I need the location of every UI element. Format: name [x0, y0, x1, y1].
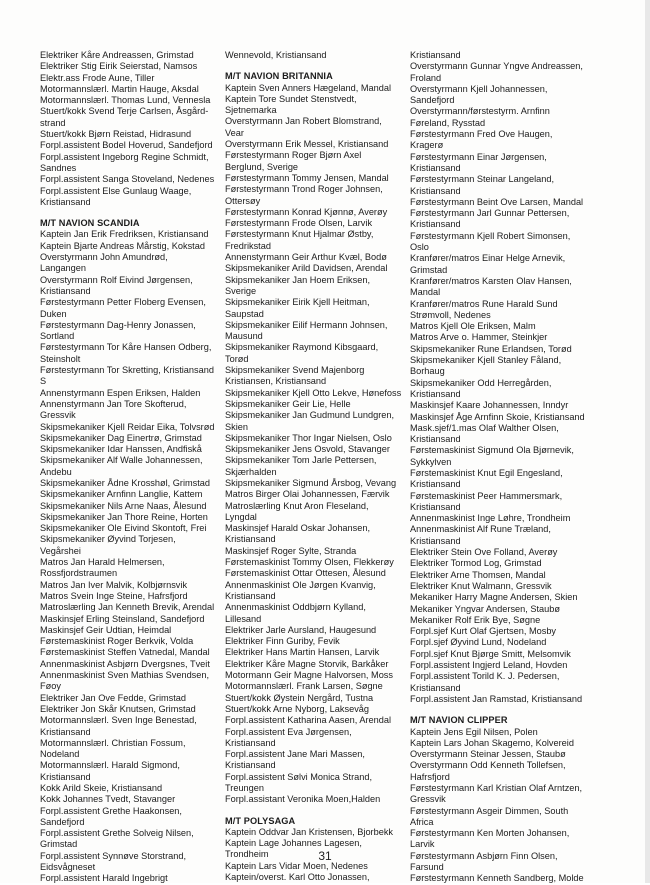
crew-list-line: Sandefjord: [410, 95, 455, 106]
crew-list-line: Sortland: [40, 331, 75, 342]
crew-list-line: Mausund: [225, 331, 263, 342]
crew-list-line: Førstestyrmann Petter Floberg Evensen,: [40, 297, 206, 308]
crew-list-line: Kaptein Lars Johan Skagemo, Kolvereid: [410, 737, 574, 748]
crew-list-line: Maskinsjef Roger Sylte, Stranda: [225, 545, 357, 556]
crew-list-line: Elektriker Tormod Log, Grimstad: [410, 558, 542, 569]
crew-list-line: Annenmaskinist Oddbjørn Kylland,: [225, 602, 366, 613]
crew-list-line: Kristiansand: [225, 760, 276, 771]
crew-list-line: Førstestyrmann Kjell Robert Simonsen,: [410, 230, 571, 241]
crew-list-line: Stuert/kokk Arne Nyborg, Laksevåg: [225, 703, 370, 714]
crew-list-line: Elektriker Arne Thomsen, Mandal: [410, 569, 546, 580]
crew-list-line: Skipsmekaniker Jan Thore Reine, Horten: [40, 511, 208, 522]
crew-list-line: Skipsmekaniker Dag Einertrø, Grimstad: [40, 432, 202, 443]
text-column-2: [225, 50, 410, 883]
crew-list-line: Forpl.sjef Kurt Olaf Gjertsen, Mosby: [410, 626, 557, 637]
crew-list-line: Skipsmekaniker Eilif Hermann Johnsen,: [225, 319, 388, 330]
crew-list-line: Oslo: [410, 242, 429, 253]
crew-list-line: Forpl.sjef Øyvind Lund, Nodeland: [410, 637, 547, 648]
crew-list-line: Mandal: [410, 287, 441, 298]
crew-list-line: Kristiansand: [410, 682, 461, 693]
crew-list-line: Annenmaskinist Inge Løhre, Trondheim: [410, 513, 571, 524]
crew-list-line: Annenstyrmann Jan Tore Skofterud,: [40, 398, 187, 409]
crew-list-line: Skipsmekaniker Rune Erlandsen, Torød: [410, 343, 572, 354]
crew-list-line: Froland: [410, 72, 442, 83]
crew-list-line: Overstyrmann Steinar Jessen, Staubø: [410, 749, 566, 760]
crew-list-line: Overstyrmann/førstestyrm. Arnfinn: [410, 106, 550, 117]
crew-list-line: Kaptein Oddvar Jan Kristensen, Bjorbekk: [225, 826, 394, 837]
crew-list-line: Elektriker Stein Ove Folland, Averøy: [410, 547, 558, 558]
crew-list-line: Vear: [225, 127, 244, 138]
crew-list-line: Førstestyrmann Tommy Jensen, Mandal: [225, 172, 389, 183]
crew-list-line: Førstestyrmann Asgeir Dimmen, South: [410, 805, 569, 816]
crew-list-line: Trondheim: [225, 849, 269, 860]
crew-list-line: Kranfører/matros Karsten Olav Hansen,: [410, 275, 572, 286]
crew-list-line: Overstyrmann Jan Robert Blomstrand,: [225, 116, 382, 127]
crew-list-line: Forpl.assistent Sølvi Monica Strand,: [225, 771, 373, 782]
crew-list-line: Førstestyrmann Dag-Henry Jonassen,: [40, 319, 196, 330]
crew-list-line: Maskinsjef Åge Arnfinn Skoie, Kristiansand: [410, 411, 585, 422]
crew-list-line: Førstestyrmann Knut Hjalmar Østby,: [225, 229, 374, 240]
crew-list-line: Førstestyrmann Fred Ove Haugen,: [410, 129, 553, 140]
crew-list-line: Maskinsjef Kaare Johannessen, Inndyr: [410, 400, 569, 411]
page-number: 31: [318, 849, 332, 863]
crew-list-line: Skipsmekaniker Svend Majenborg: [225, 365, 365, 376]
crew-list-line: Maskinsjef Erling Steinsland, Sandefjord: [40, 613, 205, 624]
crew-list-line: Sandefjord: [40, 816, 85, 827]
crew-list-line: Rossfjordstraumen: [40, 568, 118, 579]
crew-list-line: Andebu: [40, 466, 72, 477]
crew-list-line: Kristiansand: [410, 434, 461, 445]
crew-list-line: Førstestyrmann Tor Skretting, Kristiansand: [40, 365, 214, 376]
crew-list-line: Skipsmekaniker Øyvind Torjesen,: [40, 534, 176, 545]
crew-list-line: Matros Arve o. Hammer, Steinkjer: [410, 332, 548, 343]
crew-list-line: Annenmaskinist Ole Jørgen Kvanvig,: [225, 579, 376, 590]
crew-list-line: Kristiansen, Kristiansand: [225, 376, 327, 387]
crew-list-line: Eidsvågneset: [40, 862, 96, 873]
crew-list-line: Førstestyrmann Karl Kristian Olaf Arntzen,: [410, 783, 583, 793]
ship-section-heading: M/T NAVION SCANDIA: [40, 218, 140, 229]
crew-list-line: Førstestyrmann Kenneth Sandberg, Molde: [410, 873, 584, 884]
crew-list-line: Kaptein Lars Vidar Moen, Nedenes: [225, 860, 368, 871]
crew-list-line: Elektriker Jarle Aursland, Haugesund: [225, 624, 377, 635]
crew-list-line: Førstemaskinist Roger Berkvik, Volda: [40, 636, 194, 647]
crew-list-line: Elektriker Kåre Magne Storvik, Barkåker: [225, 658, 389, 669]
crew-list-line: Maskinsjef Harald Oskar Johansen,: [225, 523, 371, 534]
crew-list-line: Matros Birger Olai Johannessen, Færvik: [225, 489, 390, 500]
crew-list-line: Kristiansand: [410, 50, 461, 60]
crew-list-line: S: [40, 376, 47, 387]
crew-list-line: Kristiansand: [225, 590, 276, 601]
crew-list-line: Skipsmekaniker Geir Lie, Helle: [225, 398, 351, 409]
crew-list-line: Elektriker Finn Guriby, Fevik: [225, 636, 340, 647]
crew-list-line: Motormannslærl. Frank Larsen, Søgne: [225, 681, 383, 692]
crew-list-line: Førstestyrmann Roger Bjørn Axel: [225, 150, 362, 161]
crew-list-line: Langangen: [40, 263, 86, 274]
crew-list-line: Førstestyrmann Jarl Gunnar Pettersen,: [410, 208, 570, 219]
crew-list-line: Kragerø: [410, 140, 444, 151]
crew-list-line: Elektriker Knut Walmann, Gressvik: [410, 580, 552, 591]
crew-list-line: Forpl.assistant Veronika Moen,Halden: [225, 794, 381, 805]
crew-list-line: Sandnes: [40, 162, 77, 173]
crew-list-line: Overstyrmann Erik Messel, Kristiansand: [225, 139, 389, 150]
crew-list-line: Kokk Johannes Tvedt, Stavanger: [40, 794, 176, 805]
crew-list-line: Gressvik: [410, 794, 446, 805]
crew-list-line: Annenmaskinist Asbjørn Dvergsnes, Tveit: [40, 658, 210, 669]
crew-list-line: Elektriker Stig Eirik Seierstad, Namsos: [40, 61, 198, 72]
crew-list-line: strand: [40, 117, 66, 128]
crew-list-line: Annenmaskinist Sven Mathias Svendsen,: [40, 670, 210, 681]
crew-list-line: Motormannslærl. Sven Inge Benestad,: [40, 715, 197, 726]
crew-list-line: Kaptein Tore Sundet Stenstvedt,: [225, 93, 357, 104]
crew-list-line: Overstyrmann Kjell Johannessen,: [410, 83, 548, 94]
crew-list-line: Maskinsjef Geir Udtian, Heimdal: [40, 624, 172, 635]
crew-list-line: Førstemaskinist Ottar Ottesen, Ålesund: [225, 568, 386, 579]
crew-list-line: Forpl.assistent Eva Jørgensen,: [225, 726, 352, 737]
crew-list-line: Stuert/kokk Bjørn Reistad, Hidrasund: [40, 129, 192, 140]
crew-list-line: Kristiansand: [225, 737, 276, 748]
crew-list-line: Skipsmekaniker Sigmund Årsbog, Vevang: [225, 477, 397, 488]
crew-list-line: Forpl.assistent Bodel Hoverud, Sandefjord: [40, 140, 213, 151]
crew-list-line: Kaptein Bjarte Andreas Mårstig, Kokstad: [40, 240, 205, 251]
crew-list-line: Vegårshei: [40, 545, 81, 556]
crew-list-line: Forpl.assistent Torild K. J. Pedersen,: [410, 671, 560, 682]
crew-list-line: Africa: [410, 816, 434, 827]
crew-list-line: Førstestyrmann Steinar Langeland,: [410, 174, 555, 185]
crew-list-line: Gressvik: [40, 410, 76, 421]
crew-list-line: Kaptein Jan Erik Fredriksen, Kristiansand: [40, 229, 209, 240]
crew-list-line: Mask.sjef/1.mas Olaf Walther Olsen,: [410, 422, 559, 433]
crew-list-line: Mekaniker Yngvar Andersen, Staubø: [410, 603, 560, 614]
crew-list-line: Annenstyrmann Geir Arthur Kvæl, Bodø: [225, 252, 387, 263]
crew-list-line: Førstestyrmann Einar Jørgensen,: [410, 151, 547, 162]
crew-list-line: Matros Svein Inge Steine, Hafrsfjord: [40, 590, 188, 601]
crew-list-line: Forpl.assistent Harald Ingebrigt: [40, 873, 168, 884]
crew-list-line: Skipsmekaniker Kjell Reidar Eika, Tolvsrød: [40, 421, 215, 432]
crew-list-line: Kristiansand: [225, 534, 276, 545]
crew-list-line: Skipsmekaniker Odd Herregården,: [410, 377, 552, 388]
crew-list-line: Matroslærling Knut Aron Fleseland,: [225, 500, 369, 511]
crew-list-line: Sverige: [225, 285, 257, 296]
crew-list-line: Skipsmekaniker Ådne Krosshøl, Grimstad: [40, 477, 211, 488]
crew-list-line: Elektriker Hans Martin Hansen, Larvik: [225, 647, 380, 658]
crew-list-line: Forpl.assistent Jane Mari Massen,: [225, 749, 365, 760]
crew-list-line: Skipsmekaniker Nils Arne Naas, Ålesund: [40, 500, 207, 511]
crew-list-line: Føoy: [40, 681, 61, 692]
crew-list-line: Annenmaskinist Alf Rune Træland,: [410, 524, 551, 535]
crew-list-line: Førstemaskinist Steffen Vatnedal, Mandal: [40, 647, 210, 658]
crew-list-line: Skipsmekaniker Jan Gudmund Lundgren,: [225, 410, 395, 421]
page-edge-shadow: [645, 0, 650, 883]
crew-list-line: Skien: [225, 421, 248, 432]
crew-list-line: Treungen: [225, 783, 264, 793]
crew-list-line: Torød: [225, 353, 249, 364]
crew-list-line: Kristiansand: [410, 388, 461, 399]
crew-list-line: Motormannslærl. Thomas Lund, Vennesla: [40, 95, 211, 106]
crew-list-line: Forpl.assistent Grethe Haakonsen,: [40, 805, 182, 816]
crew-list-line: Annenstyrmann Espen Eriksen, Halden: [40, 387, 201, 398]
crew-list-line: Stuert/kokk Øystein Nergård, Tustna: [225, 692, 374, 703]
crew-list-line: Ottersøy: [225, 195, 261, 206]
crew-list-line: Førstemaskinist Peer Hammersmark,: [410, 490, 563, 501]
crew-list-line: Skipsmekaniker Kjell Stanley Fåland,: [410, 355, 562, 366]
crew-list-line: Førstestyrmann Tor Kåre Hansen Odberg,: [40, 342, 212, 353]
crew-list-line: Skipsmekaniker Eirik Kjell Heitman,: [225, 297, 370, 308]
crew-list-line: Fredrikstad: [225, 240, 271, 251]
crew-list-line: Grimstad: [40, 839, 78, 850]
crew-list-line: Motormannslærl. Harald Sigmond,: [40, 760, 180, 771]
crew-list-line: Overstyrmann John Amundrød,: [40, 252, 168, 263]
crew-list-line: Kristiansand: [40, 196, 91, 207]
crew-list-line: Sykkylven: [410, 456, 452, 467]
crew-list-line: Skipsmekaniker Thor Ingar Nielsen, Oslo: [225, 432, 392, 443]
ship-section-heading: M/T POLYSAGA: [225, 815, 296, 826]
crew-list-line: Motormann Geir Magne Halvorsen, Moss: [225, 670, 393, 681]
crew-list-line: Forpl.sjef Knut Bjørge Smitt, Melsomvik: [410, 648, 571, 659]
crew-list-line: Førstestyrmann Frode Olsen, Larvik: [225, 218, 373, 229]
crew-list-line: Lyngdal: [225, 511, 257, 522]
crew-list-line: Steinsholt: [40, 353, 81, 364]
crew-list-line: Duken: [40, 308, 67, 319]
crew-list-line: Skipsmekaniker Raymond Kibsgaard,: [225, 342, 379, 353]
crew-list-line: Skipsmekaniker Tom Jarle Pettersen,: [225, 455, 377, 466]
crew-list-line: Kokk Arild Skeie, Kristiansand: [40, 783, 163, 793]
crew-list-line: Borhaug: [410, 366, 445, 377]
crew-list-line: Kristiansand: [410, 219, 461, 230]
crew-list-line: Mekaniker Rolf Erik Bye, Søgne: [410, 614, 541, 625]
crew-list-line: Elektriker Jan Ove Fedde, Grimstad: [40, 692, 187, 703]
crew-list-line: Grimstad: [410, 264, 448, 275]
crew-list-line: Farsund: [410, 862, 444, 873]
crew-list-line: Kranfører/matros Einar Helge Arnevik,: [410, 253, 566, 264]
crew-list-line: Føreland, Rysstad: [410, 117, 486, 128]
crew-list-line: Skipsmekaniker Kjell Otto Lekve, Hønefoss: [225, 387, 402, 398]
crew-list-line: Matros Jan Harald Helmersen,: [40, 557, 165, 568]
crew-list-line: Matros Jan Iver Malvik, Kolbjørnsvik: [40, 579, 188, 590]
crew-list-line: Kristiansand: [410, 501, 461, 512]
crew-list-line: Strømvoll, Nedenes: [410, 309, 491, 320]
text-column-3: [410, 50, 595, 885]
crew-list-line: Berglund, Sverige: [225, 161, 299, 172]
crew-list-line: Skipsmekaniker Alf Walle Johannessen,: [40, 455, 203, 466]
crew-list-line: Forpl.assistent Synnøve Storstrand,: [40, 850, 187, 861]
crew-list-line: Kristiansand: [410, 162, 461, 173]
crew-list-line: Kristiansand: [40, 771, 91, 782]
crew-list-line: Førstestyrmann Asbjørn Finn Olsen,: [410, 850, 558, 861]
crew-list-line: Nodeland: [40, 749, 80, 760]
crew-list-line: Kristiansand: [40, 285, 91, 296]
crew-list-line: Elektriker Kåre Andreassen, Grimstad: [40, 50, 194, 60]
crew-list-line: Matroslærling Jan Kenneth Brevik, Arendal: [40, 602, 215, 613]
crew-list-line: Skipsmekaniker Jan Hoem Eriksen,: [225, 274, 371, 285]
crew-list-line: Hafrsfjord: [410, 771, 450, 782]
crew-list-line: Sjetnemarka: [225, 105, 277, 116]
text-column-1: [40, 50, 225, 885]
crew-list-line: Skipsmekaniker Ole Eivind Skontoft, Frei: [40, 523, 207, 534]
crew-list-line: Forpl.assistent Ingeborg Regine Schmidt,: [40, 151, 209, 162]
ship-section-heading: M/T NAVION BRITANNIA: [225, 71, 333, 82]
crew-list-line: Matros Kjell Ole Eriksen, Malm: [410, 321, 536, 332]
crew-list-line: Stuert/kokk Svend Terje Carlsen, Åsgård-: [40, 106, 209, 117]
crew-list-line: Forpl.assistent Jan Ramstad, Kristiansand: [410, 693, 583, 704]
crew-list-line: Kaptein Lage Johannes Lagesen,: [225, 838, 362, 849]
crew-list-line: Motormannslærl. Christian Fossum,: [40, 737, 186, 748]
crew-list-line: Kristiansand: [40, 726, 91, 737]
crew-list-line: Forpl.assistent Sanga Stoveland, Nedenes: [40, 174, 215, 185]
crew-list-line: Elektriker Jon Skår Knutsen, Grimstad: [40, 703, 196, 714]
crew-list-line: Førstestyrmann Konrad Kjønnø, Averøy: [225, 206, 388, 217]
ship-section-heading: M/T NAVION CLIPPER: [410, 715, 508, 726]
crew-list-line: Kristiansand: [410, 535, 461, 546]
crew-list-line: Forpl.assistent Grethe Solveig Nilsen,: [40, 828, 194, 839]
crew-list-line: Skipsmekaniker Arnfinn Langlie, Kattem: [40, 489, 203, 500]
crew-list-line: Overstyrmann Gunnar Yngve Andreassen,: [410, 61, 583, 72]
crew-list-line: Kranfører/matros Rune Harald Sund: [410, 298, 558, 309]
crew-list-line: Kristiansand: [410, 185, 461, 196]
crew-list-line: Overstyrmann Odd Kenneth Tollefsen,: [410, 760, 566, 771]
crew-list-line: Forpl.assistent Katharina Aasen, Arendal: [225, 715, 391, 726]
crew-list-line: Kaptein/overst. Karl Otto Jonassen,: [225, 872, 370, 883]
crew-list-line: Kaptein Sven Anners Hægeland, Mandal: [225, 82, 391, 93]
crew-list-line: Forpl.assistent Else Gunlaug Waage,: [40, 185, 192, 196]
crew-list-line: Mekaniker Harry Magne Andersen, Skien: [410, 592, 578, 603]
crew-list-line: Førstemaskinist Knut Egil Engesland,: [410, 467, 563, 478]
crew-list-line: Forpl.assistent Ingjerd Leland, Hovden: [410, 660, 568, 671]
crew-list-line: Larvik: [410, 839, 435, 850]
crew-list-line: Kaptein Jens Egil Nilsen, Polen: [410, 726, 538, 737]
crew-list-line: Førstemaskinist Sigmund Ola Bjørnevik,: [410, 445, 574, 456]
crew-list-line: Skipsmekaniker Arild Davidsen, Arendal: [225, 263, 388, 274]
crew-list-line: Førstestyrmann Trond Roger Johnsen,: [225, 184, 383, 195]
crew-list-line: Skipsmekaniker Jens Osvold, Stavanger: [225, 444, 390, 455]
crew-list-line: Wennevold, Kristiansand: [225, 50, 327, 60]
crew-list-line: Saupstad: [225, 308, 264, 319]
crew-list-line: Førstestyrmann Ken Morten Johansen,: [410, 828, 570, 839]
crew-list-line: Skjærhalden: [225, 466, 277, 477]
crew-list-line: Førstemaskinist Tommy Olsen, Flekkerøy: [225, 557, 394, 568]
crew-list-line: Overstyrmann Rolf Eivind Jørgensen,: [40, 274, 193, 285]
crew-list-line: Lillesand: [225, 613, 262, 624]
crew-list-line: Førstestyrmann Beint Ove Larsen, Mandal: [410, 196, 584, 207]
crew-list-line: Motormannslærl. Martin Hauge, Aksdal: [40, 83, 199, 94]
crew-list-line: Elektr.ass Frode Aune, Tiller: [40, 72, 155, 83]
crew-list-line: Skipsmekaniker Idar Hanssen, Andfiskå: [40, 444, 202, 455]
crew-list-line: Kristiansand: [410, 479, 461, 490]
